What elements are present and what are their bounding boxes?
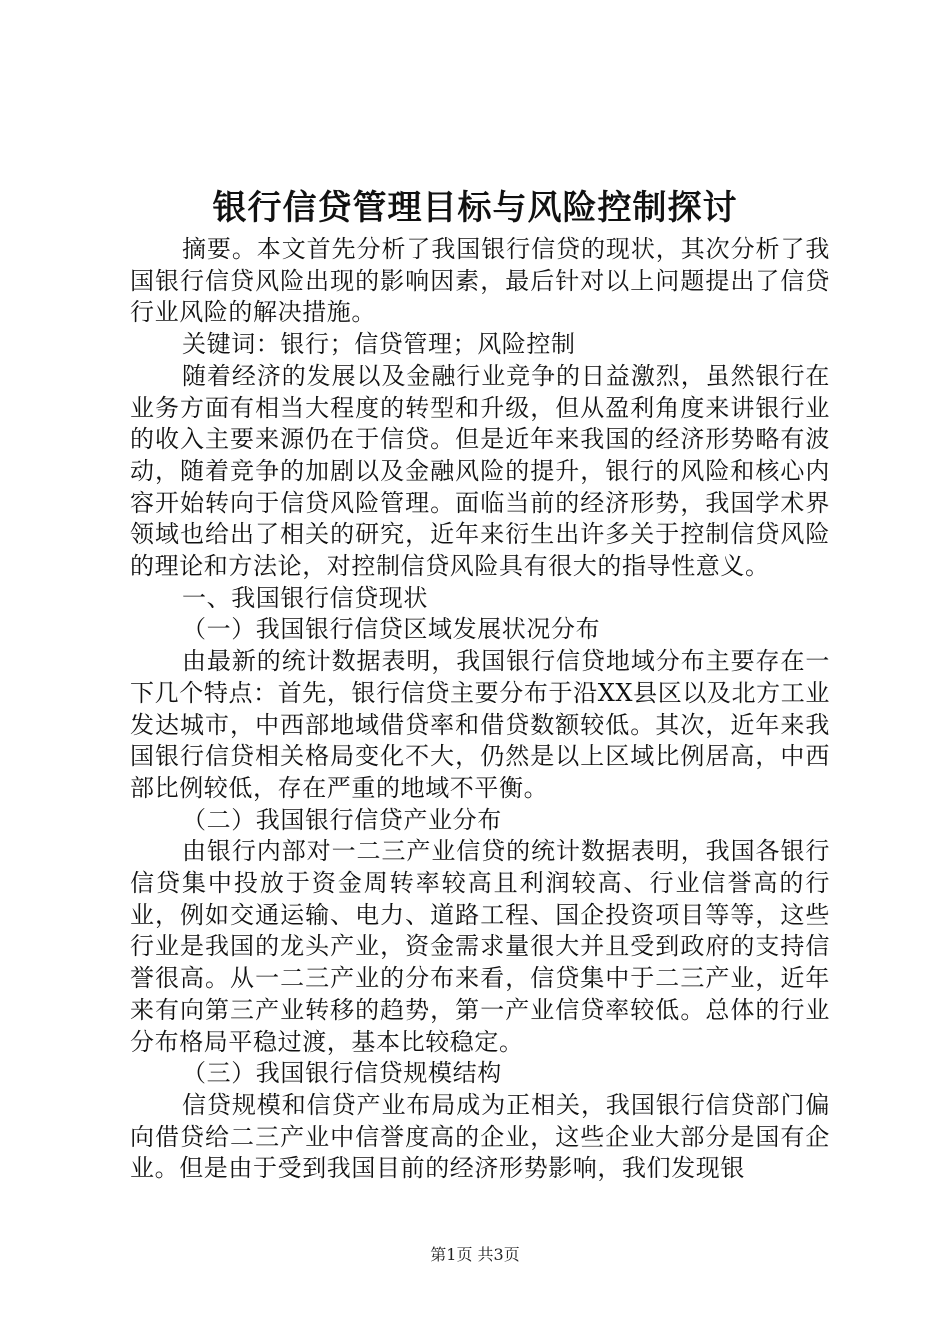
section-heading-1: 一、我国银行信贷现状 xyxy=(182,583,428,612)
page-footer: 第1页 共3页 xyxy=(430,1245,520,1264)
document-title: 银行信贷管理目标与风险控制探讨 xyxy=(212,188,738,228)
intro-paragraph: 随着经济的发展以及金融行业竞争的日益激烈，虽然银行在业务方面有相当大程度的转型和升级，但从盈利角度来讲银行业的收入主要来源仍在于信贷。但是近年来我国的经济形势略有波动，随着竞争的加剧以及金融风险的提升，银行的风险和核心内容开始转向于信贷风险管理。面临当前的经济形势，我国学术界领域也给出了相关的研究，近年来衍生出许多关于控制信贷风险的理论和方法论，对控制信贷风险具有很大的指导性意义。 xyxy=(130,361,830,581)
subsection-heading-1: （一）我国银行信贷区域发展状况分布 xyxy=(182,615,601,644)
body-paragraph: 由最新的统计数据表明，我国银行信贷地域分布主要存在一下几个特点：首先，银行信贷主要分布于沿XX县区以及北方工业发达城市，中西部地域借贷率和借贷数额较低。其次，近年来我国银行信贷相关格局变化不大，仍然是以上区域比例居高，中西部比例较低，存在严重的地域不平衡。 xyxy=(130,647,830,802)
body-paragraph: 信贷规模和信贷产业布局成为正相关，我国银行信贷部门偏向借贷给二三产业中信誉度高的企业，这些企业大部分是国有企业。但是由于受到我国目前的经济形势影响，我们发现银 xyxy=(130,1090,830,1183)
body-paragraph: 由银行内部对一二三产业信贷的统计数据表明，我国各银行信贷集中投放于资金周转率较高且利润较高、行业信誉高的行业，例如交通运输、电力、道路工程、国企投资项目等等，这些行业是我国的龙头产业，资金需求量很大并且受到政府的支持信誉很高。从一二三产业的分布来看，信贷集中于二三产业，近年来有向第三产业转移的趋势，第一产业信贷率较低。总体的行业分布格局平稳过渡，基本比较稳定。 xyxy=(130,837,830,1056)
abstract-paragraph: 摘要。本文首先分析了我国银行信贷的现状，其次分析了我国银行信贷风险出现的影响因素，最后针对以上问题提出了信贷行业风险的解决措施。 xyxy=(130,235,830,327)
subsection-heading-3: （三）我国银行信贷规模结构 xyxy=(182,1059,502,1088)
document-body xyxy=(130,234,830,1185)
keywords-line: 关键词：银行；信贷管理；风险控制 xyxy=(182,330,576,359)
subsection-heading-2: （二）我国银行信贷产业分布 xyxy=(182,805,502,834)
